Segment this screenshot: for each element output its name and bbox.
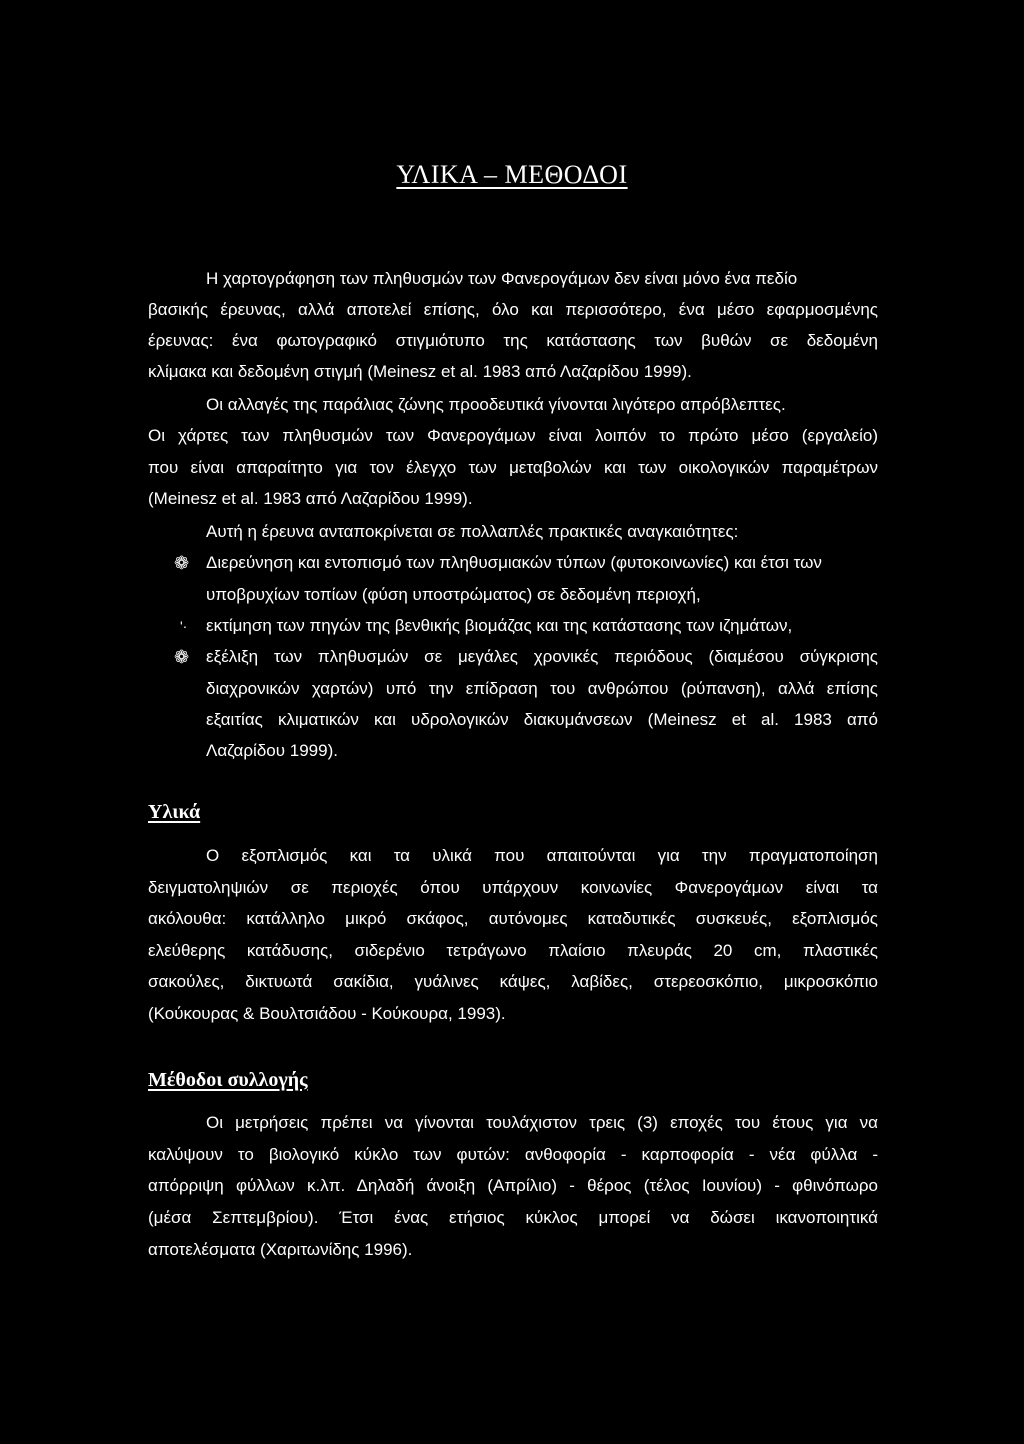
flower-icon: ❁ bbox=[174, 553, 190, 573]
methods-line: (μέσα Σεπτεμβρίου). Έτσι ένας ετήσιος κύκλος μπορεί να δώσει ικανοποιητικά bbox=[148, 1208, 878, 1227]
materials-line: ακόλουθα: κατάλληλο μικρό σκάφος, αυτόνομες καταδυτικές συσκευές, εξοπλισμός bbox=[148, 909, 878, 928]
bullet-line: Λαζαρίδου 1999). bbox=[206, 741, 338, 760]
bullet-line: εκτίμηση των πηγών της βενθικής βιομάζας και της κατάστασης των ιζημάτων, bbox=[206, 616, 793, 635]
methods-line: Οι μετρήσεις πρέπει να γίνονται τουλάχιστον τρεις (3) εποχές του έτους για να bbox=[206, 1113, 878, 1132]
intro-line: (Meinesz et al. 1983 από Λαζαρίδου 1999). bbox=[148, 489, 473, 508]
methods-line: καλύψουν το βιολογικό κύκλο των φυτών: ανθοφορία - καρποφορία - νέα φύλλα - bbox=[148, 1145, 878, 1164]
bullet-line: υποβρυχίων τοπίων (φύση υποστρώματος) σε δεδομένη περιοχή, bbox=[206, 585, 701, 604]
intro-line: Η χαρτογράφηση των πληθυσμών των Φανερογάμων δεν είναι μόνο ένα πεδίο bbox=[206, 269, 798, 288]
intro-line: που είναι απαραίτητο για τον έλεγχο των μεταβολών και των οικολογικών παραμέτρων bbox=[148, 458, 878, 477]
dot-icon: '· bbox=[180, 618, 188, 634]
intro-line: έρευνας: ένα φωτογραφικό στιγμιότυπο της κατάστασης των βυθών σε δεδομένη bbox=[148, 331, 878, 350]
materials-heading: Υλικά bbox=[148, 801, 201, 823]
methods-heading: Μέθοδοι συλλογής bbox=[148, 1069, 308, 1091]
methods-line: αποτελέσματα (Χαριτωνίδης 1996). bbox=[148, 1240, 413, 1259]
materials-line: Ο εξοπλισμός και τα υλικά που απαιτούνται για την πραγματοποίηση bbox=[206, 846, 878, 865]
intro-line: Αυτή η έρευνα ανταποκρίνεται σε πολλαπλές πρακτικές αναγκαιότητες: bbox=[206, 522, 739, 541]
intro-line: κλίμακα και δεδομένη στιγμή (Meinesz et al. 1983 από Λαζαρίδου 1999). bbox=[148, 362, 692, 381]
bullet-line: Διερεύνηση και εντοπισμό των πληθυσμιακών τύπων (φυτοκοινωνίες) και έτσι των bbox=[206, 553, 822, 572]
intro-line: Οι αλλαγές της παράλιας ζώνης προοδευτικά γίνονται λιγότερο απρόβλεπτες. bbox=[206, 395, 786, 414]
intro-line: βασικής έρευνας, αλλά αποτελεί επίσης, όλο και περισσότερο, ένα μέσο εφαρμοσμένης bbox=[148, 300, 878, 319]
page-title: ΥΛΙΚΑ – ΜΕΘΟΔΟΙ bbox=[396, 160, 628, 189]
methods-line: απόρριψη φύλλων κ.λπ. Δηλαδή άνοιξη (Απρίλιο) - θέρος (τέλος Ιουνίου) - φθινόπωρο bbox=[148, 1176, 878, 1195]
bullet-line: εξέλιξη των πληθυσμών σε μεγάλες χρονικές περιόδους (διαμέσου σύγκρισης bbox=[206, 647, 878, 666]
materials-line: ελεύθερης κατάδυσης, σιδερένιο τετράγωνο πλαίσιο πλευράς 20 cm, πλαστικές bbox=[148, 941, 878, 960]
flower-icon: ❁ bbox=[174, 647, 190, 667]
materials-line: δειγματοληψιών σε περιοχές όπου υπάρχουν κοινωνίες Φανερογάμων είναι τα bbox=[148, 878, 878, 897]
bullet-line: εξαιτίας κλιματικών και υδρολογικών διακυμάνσεων (Meinesz et al. 1983 από bbox=[206, 710, 878, 729]
intro-line: Οι χάρτες των πληθυσμών των Φανερογάμων είναι λοιπόν το πρώτο μέσο (εργαλείο) bbox=[148, 426, 878, 445]
materials-line: σακούλες, δικτυωτά σακίδια, γυάλινες κάψες, λαβίδες, στερεοσκόπιο, μικροσκόπιο bbox=[148, 972, 878, 991]
materials-line: (Κούκουρας & Βουλτσιάδου - Κούκουρα, 1993). bbox=[148, 1004, 506, 1023]
bullet-line: διαχρονικών χαρτών) υπό την επίδραση του ανθρώπου (ρύπανση), αλλά επίσης bbox=[206, 679, 878, 698]
